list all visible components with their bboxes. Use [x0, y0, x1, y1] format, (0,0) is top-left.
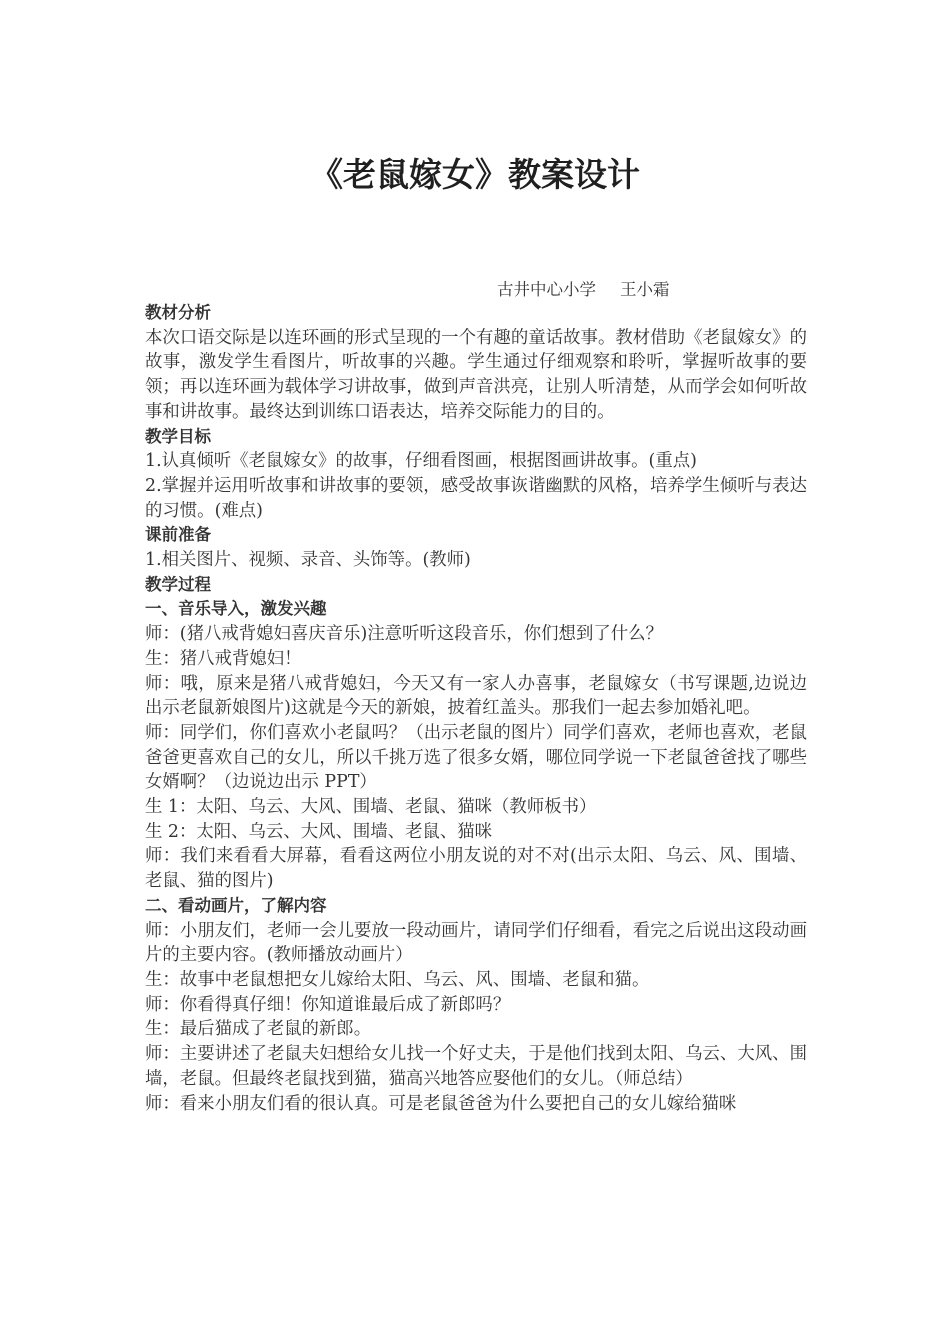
paragraph: 师：哦，原来是猪八戒背媳妇，今天又有一家人办喜事，老鼠嫁女（书写课题,边说边出示老鼠新娘图片)这就是今天的新娘，披着红盖头。那我们一起去参加婚礼吧。 — [145, 673, 807, 719]
paragraph: 生 1：太阳、乌云、大风、围墙、老鼠、猫咪（教师板书） — [145, 797, 597, 818]
paragraph: 生 2：太阳、乌云、大风、围墙、老鼠、猫咪 — [145, 821, 493, 842]
author-name: 王小霜 — [620, 280, 670, 299]
section-heading: 教学过程 — [145, 574, 211, 594]
section-heading: 教材分析 — [145, 303, 211, 322]
section-heading: 课前准备 — [145, 525, 211, 545]
section-heading: 一、音乐导入，激发兴趣 — [145, 599, 327, 619]
paragraph: 1.认真倾听《老鼠嫁女》的故事，仔细看图画，根据图画讲故事。(重点) — [145, 451, 697, 472]
paragraph: 1.相关图片、视频、录音、头饰等。(教师) — [145, 550, 471, 571]
document-title: 《老鼠嫁女》教案设计 — [310, 155, 640, 194]
author-school: 古井中心小学 — [497, 280, 596, 299]
paragraph: 本次口语交际是以连环画的形式呈现的一个有趣的童话故事。教材借助《老鼠嫁女》的故事，激发学生看图片，听故事的兴趣。学生通过仔细观察和聆听，掌握听故事的要领；再以连环画为载体学习讲故事，做到声音洪亮，让别人听清楚，从而学会如何听故事和讲故事。最终达到训练口语表达，培养交际能力的目的。 — [145, 327, 807, 422]
document-body — [145, 301, 807, 1116]
paragraph: 师：(猪八戒背媳妇喜庆音乐)注意听听这段音乐，你们想到了什么？ — [145, 624, 663, 645]
section-heading: 二、看动画片，了解内容 — [145, 895, 327, 915]
paragraph: 师：同学们，你们喜欢小老鼠吗？（出示老鼠的图片）同学们喜欢，老师也喜欢，老鼠爸爸更喜欢自己的女儿，所以千挑万选了很多女婿，哪位同学说一下老鼠爸爸找了哪些女婿啊？（边说边出示 PPT） — [145, 722, 807, 793]
paragraph: 生：故事中老鼠想把女儿嫁给太阳、乌云、风、围墙、老鼠和猫。 — [145, 969, 650, 990]
paragraph: 生：最后猫成了老鼠的新郎。 — [145, 1019, 372, 1040]
author-line — [497, 278, 670, 302]
paragraph: 师：看来小朋友们看的很认真。可是老鼠爸爸为什么要把自己的女儿嫁给猫咪 — [145, 1093, 737, 1114]
paragraph: 师：主要讲述了老鼠夫妇想给女儿找一个好丈夫，于是他们找到太阳、乌云、大风、围墙，老鼠。但最终老鼠找到猫，猫高兴地答应娶他们的女儿。（师总结） — [145, 1044, 807, 1089]
section-heading: 教学目标 — [145, 426, 211, 446]
paragraph: 师：你看得真仔细！你知道谁最后成了新郎吗？ — [145, 994, 511, 1015]
paragraph: 2.掌握并运用听故事和讲故事的要领，感受故事诙谐幽默的风格，培养学生倾听与表达的习惯。(难点) — [145, 475, 807, 521]
paragraph: 师：小朋友们，老师一会儿要放一段动画片，请同学们仔细看，看完之后说出这段动画片的主要内容。(教师播放动画片） — [145, 920, 807, 966]
paragraph: 师：我们来看看大屏幕，看看这两位小朋友说的对不对(出示太阳、乌云、风、围墙、老鼠、猫的图片) — [145, 846, 807, 892]
paragraph: 生：猪八戒背媳妇！ — [145, 648, 302, 669]
